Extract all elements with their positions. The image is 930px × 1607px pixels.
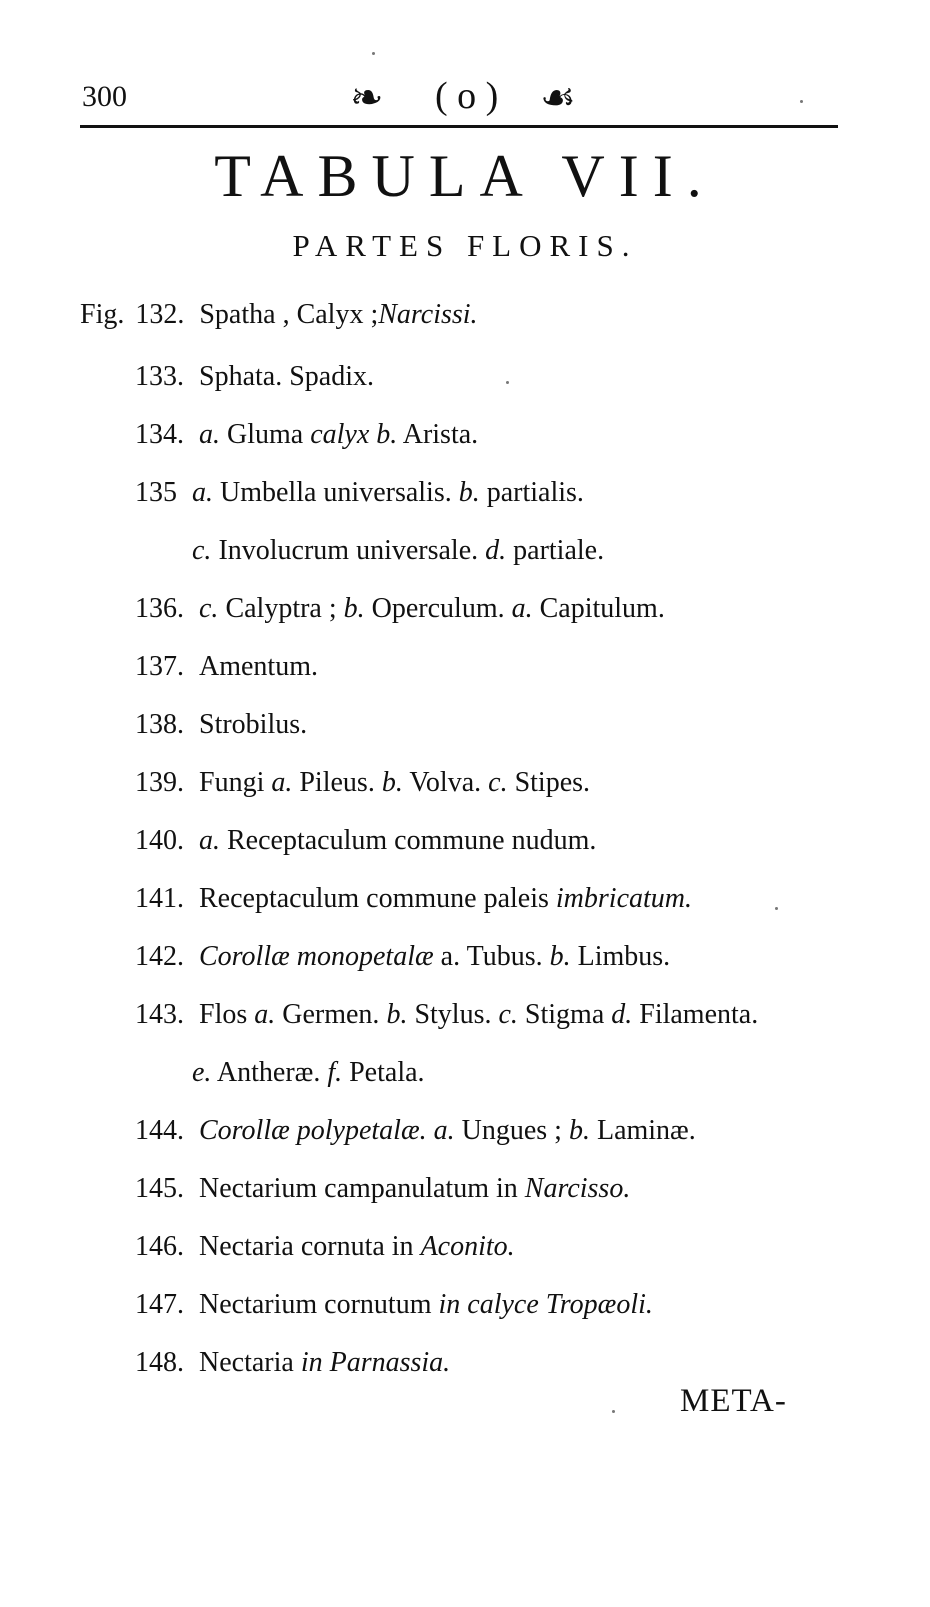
fig-text: Operculum. bbox=[364, 593, 512, 624]
fig-letter: a. bbox=[199, 419, 220, 450]
list-item bbox=[135, 705, 307, 753]
fig-text: Limbus. bbox=[570, 941, 671, 972]
list-item bbox=[135, 357, 374, 405]
page-header bbox=[80, 72, 840, 132]
catchword: META- bbox=[680, 1383, 787, 1419]
fig-text: Nectaria bbox=[199, 1347, 301, 1378]
fig-text: Receptaculum commune nudum. bbox=[220, 825, 597, 856]
fig-text: Stigma bbox=[517, 999, 612, 1030]
page-subtitle: PARTES FLORIS. bbox=[292, 228, 638, 263]
fig-text-italic: Narcissi. bbox=[378, 299, 478, 330]
list-item bbox=[135, 589, 665, 637]
page-title: TABULA VII. bbox=[214, 143, 716, 209]
fig-text bbox=[427, 1115, 434, 1146]
fig-text-italic: Narcisso. bbox=[524, 1173, 631, 1204]
fig-text-italic: Corollæ monopetalæ bbox=[199, 941, 434, 972]
fig-letter: b. bbox=[343, 593, 365, 624]
fig-number: 142. bbox=[135, 941, 184, 972]
list-item bbox=[135, 821, 596, 869]
fig-letter: a. bbox=[433, 1115, 455, 1146]
fig-letter: c. bbox=[192, 535, 212, 566]
fig-letter: a. bbox=[271, 767, 293, 798]
fig-text: Spatha , Calyx ; bbox=[199, 299, 379, 330]
fig-letter: b. bbox=[549, 941, 571, 972]
list-item bbox=[135, 937, 670, 985]
list-item bbox=[135, 995, 758, 1043]
fig-text: partiale. bbox=[506, 535, 605, 566]
fig-number: 144. bbox=[135, 1115, 184, 1146]
fig-text: Strobilus. bbox=[199, 709, 308, 740]
fig-number: 148. bbox=[135, 1347, 184, 1378]
fig-number: 146. bbox=[135, 1231, 184, 1262]
fig-number: 138. bbox=[135, 709, 184, 740]
fig-number: 135 bbox=[135, 477, 177, 508]
fig-number: 137. bbox=[135, 651, 184, 682]
list-item bbox=[135, 879, 692, 927]
fig-number: 143. bbox=[135, 999, 184, 1030]
fig-letter: b. bbox=[568, 1115, 590, 1146]
fig-text: Antheræ. bbox=[211, 1057, 328, 1088]
fig-letter: c. bbox=[498, 999, 518, 1030]
fig-text: Fungi bbox=[199, 767, 272, 798]
fig-text-italic: calyx b. bbox=[310, 419, 398, 450]
paper-speck bbox=[372, 52, 375, 55]
list-item bbox=[192, 1053, 425, 1101]
paper-speck bbox=[800, 100, 803, 103]
list-item bbox=[135, 647, 318, 695]
fig-number: 136. bbox=[135, 593, 184, 624]
fig-letter: b. bbox=[381, 767, 403, 798]
fig-number: 132. bbox=[135, 299, 185, 330]
fig-text: Filamenta. bbox=[632, 999, 759, 1030]
fig-text: Flos bbox=[199, 999, 255, 1030]
fig-text: Petala. bbox=[342, 1057, 425, 1088]
fig-text: Gluma bbox=[220, 419, 311, 450]
fig-text-italic: in Parnassia. bbox=[300, 1347, 451, 1378]
fig-number: 141. bbox=[135, 883, 184, 914]
fig-letter: f. bbox=[327, 1057, 343, 1088]
fig-text: Involucrum universale. bbox=[211, 535, 486, 566]
list-item bbox=[135, 1227, 515, 1275]
header-ornament bbox=[350, 72, 680, 132]
fig-letter: e. bbox=[192, 1057, 212, 1088]
fig-text: Ungues ; bbox=[454, 1115, 569, 1146]
fig-text: Calyptra ; bbox=[218, 593, 344, 624]
fig-letter: a. bbox=[199, 825, 220, 856]
fig-number: 140. bbox=[135, 825, 184, 856]
fig-text-italic: Corollæ polypetalæ. bbox=[199, 1115, 427, 1146]
fig-letter: b. bbox=[458, 477, 480, 508]
list-item bbox=[135, 1343, 450, 1391]
fig-letter: b. bbox=[386, 999, 408, 1030]
ornament-right-icon: ☙ bbox=[540, 75, 576, 120]
fig-letter: a. bbox=[511, 593, 533, 624]
paper-speck bbox=[612, 1410, 615, 1413]
fig-letter: c. bbox=[488, 767, 508, 798]
fig-text: Stylus. bbox=[407, 999, 499, 1030]
fig-letter: a. bbox=[254, 999, 276, 1030]
fig-letter: a. bbox=[192, 477, 213, 508]
fig-text: Sphata. Spadix. bbox=[199, 361, 374, 392]
ornament-left-icon: ❧ bbox=[350, 75, 384, 120]
fig-text: Umbella universalis. bbox=[213, 477, 459, 508]
list-item bbox=[80, 295, 478, 343]
list-item bbox=[192, 531, 604, 579]
list-item bbox=[135, 1285, 653, 1333]
fig-letter: d. bbox=[485, 535, 507, 566]
list-item bbox=[135, 415, 478, 463]
paper-speck bbox=[506, 381, 509, 384]
fig-text-italic: imbricatum. bbox=[555, 883, 692, 914]
list-item bbox=[135, 1111, 696, 1159]
fig-text: Amentum. bbox=[199, 651, 318, 682]
fig-number: 133. bbox=[135, 361, 184, 392]
paper-speck bbox=[775, 907, 778, 910]
page-number: 300 bbox=[82, 80, 127, 113]
list-item bbox=[135, 473, 584, 521]
fig-letter: d. bbox=[611, 999, 633, 1030]
fig-text: Germen. bbox=[275, 999, 387, 1030]
fig-text: Receptaculum commune paleis bbox=[199, 883, 556, 914]
fig-text: Nectaria cornuta in bbox=[199, 1231, 421, 1262]
fig-text: partialis. bbox=[479, 477, 584, 508]
fig-text: Laminæ. bbox=[589, 1115, 696, 1146]
fig-text: Stipes. bbox=[507, 767, 591, 798]
list-item bbox=[135, 1169, 630, 1217]
fig-number: 145. bbox=[135, 1173, 184, 1204]
fig-text: a. Tubus. bbox=[433, 941, 550, 972]
fig-text: Volva. bbox=[402, 767, 489, 798]
fig-text: Capitulum. bbox=[532, 593, 665, 624]
ornament-center: ( o ) bbox=[435, 75, 499, 117]
fig-text-italic: Aconito. bbox=[420, 1231, 515, 1262]
fig-text: Pileus. bbox=[292, 767, 382, 798]
fig-letter: c. bbox=[199, 593, 219, 624]
fig-text-italic: in calyce Tropæoli. bbox=[438, 1289, 653, 1320]
fig-text: Arista. bbox=[397, 419, 479, 450]
list-item bbox=[135, 763, 590, 811]
fig-number: 134. bbox=[135, 419, 184, 450]
header-rule bbox=[80, 125, 838, 128]
fig-text: Nectarium campanulatum in bbox=[199, 1173, 525, 1204]
fig-label: Fig. bbox=[80, 299, 125, 330]
fig-number: 139. bbox=[135, 767, 184, 798]
fig-text: Nectarium cornutum bbox=[199, 1289, 439, 1320]
fig-number: 147. bbox=[135, 1289, 184, 1320]
